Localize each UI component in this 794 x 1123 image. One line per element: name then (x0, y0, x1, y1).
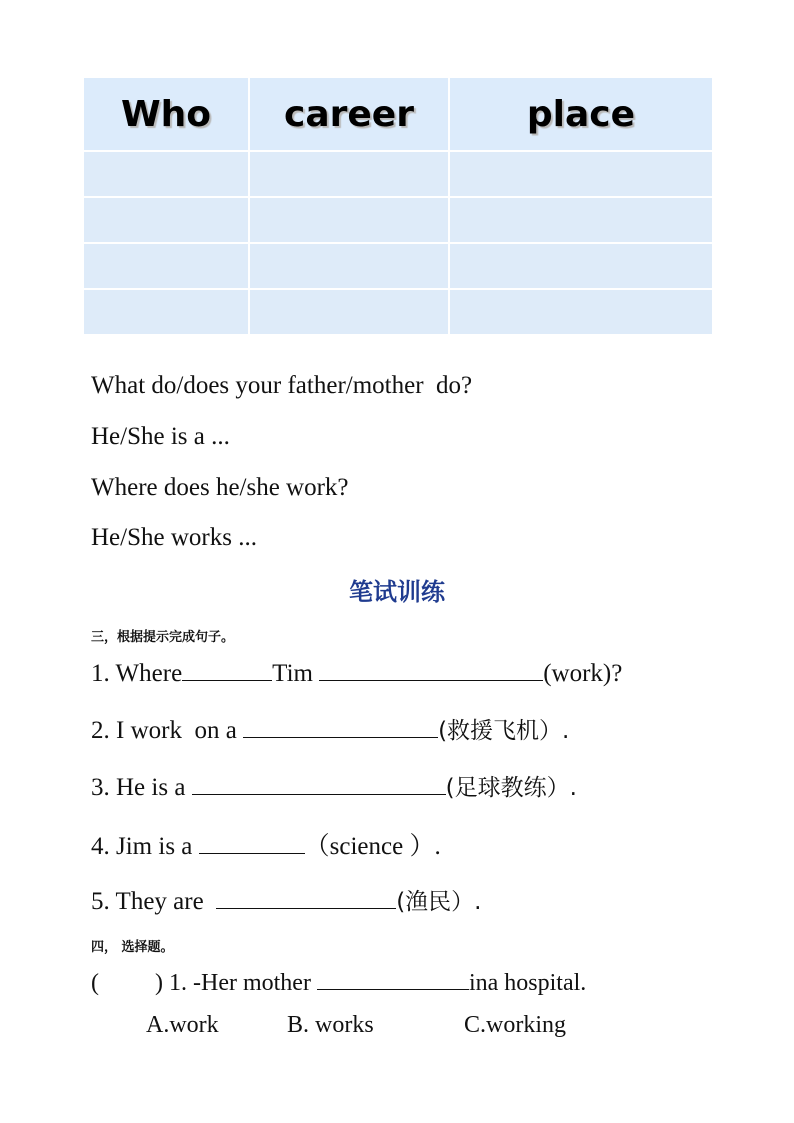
question-hint: (足球教练）. (445, 775, 577, 801)
table-cell[interactable] (83, 197, 249, 243)
survey-table (82, 76, 714, 336)
answer-blank[interactable] (199, 831, 305, 854)
table-cell[interactable] (249, 289, 449, 335)
question-text: ) 1. -Her mother (155, 970, 317, 996)
question-text: 4. Jim is a (91, 833, 199, 860)
pattern-question-place: Where does he/she work? (91, 474, 349, 501)
table-cell[interactable] (449, 151, 713, 197)
question-text: ina hospital. (468, 970, 587, 996)
pattern-answer-place: He/She works ... (91, 524, 257, 551)
part4-heading: 四， 选择题。 (91, 940, 174, 955)
answer-blank[interactable] (243, 715, 438, 738)
table-row (83, 197, 713, 243)
question-text: Tim (272, 660, 320, 687)
question-text: 5. They are (91, 888, 217, 915)
option-c[interactable]: C.working (464, 1012, 566, 1038)
pattern-question-job: What do/does your father/mother do? (91, 372, 473, 399)
question-2 (91, 712, 569, 745)
header-career: career (249, 77, 449, 151)
section-title: 笔试训练 (349, 578, 445, 606)
header-who: Who (83, 77, 249, 151)
answer-blank[interactable] (317, 967, 469, 990)
option-a[interactable]: A.work (146, 1012, 219, 1038)
table-cell[interactable] (249, 151, 449, 197)
table-cell[interactable] (449, 289, 713, 335)
part3-heading: 三，根据提示完成句子。 (91, 630, 235, 645)
answer-blank[interactable] (319, 658, 543, 681)
question-5 (91, 883, 481, 916)
question-hint: (救援飞机）. (438, 718, 570, 744)
pattern-answer-job: He/She is a ... (91, 423, 230, 450)
table-row (83, 289, 713, 335)
answer-blank[interactable] (192, 772, 446, 795)
question-1 (91, 658, 622, 688)
table-row (83, 151, 713, 197)
question-4 (91, 826, 441, 862)
question-text: 3. He is a (91, 774, 192, 801)
table-cell[interactable] (83, 243, 249, 289)
question-text: 1. Where (91, 660, 183, 687)
header-place: place (449, 77, 713, 151)
question-hint: (渔民）. (396, 889, 482, 915)
table-row (83, 243, 713, 289)
table-cell[interactable] (249, 243, 449, 289)
option-b[interactable]: B. works (287, 1012, 374, 1038)
table-header-row (83, 77, 713, 151)
answer-blank[interactable] (182, 658, 272, 681)
question-text: 2. I work on a (91, 717, 244, 744)
question-hint: (work)? (543, 660, 623, 687)
table-cell[interactable] (249, 197, 449, 243)
table-cell[interactable] (83, 289, 249, 335)
table-cell[interactable] (449, 197, 713, 243)
table-cell[interactable] (83, 151, 249, 197)
answer-blank[interactable] (216, 886, 396, 909)
question-3 (91, 769, 577, 802)
question-hint: （science ）. (304, 833, 441, 860)
choice-question-1 (91, 967, 586, 997)
answer-paren-open: ( (91, 970, 99, 996)
table-cell[interactable] (449, 243, 713, 289)
